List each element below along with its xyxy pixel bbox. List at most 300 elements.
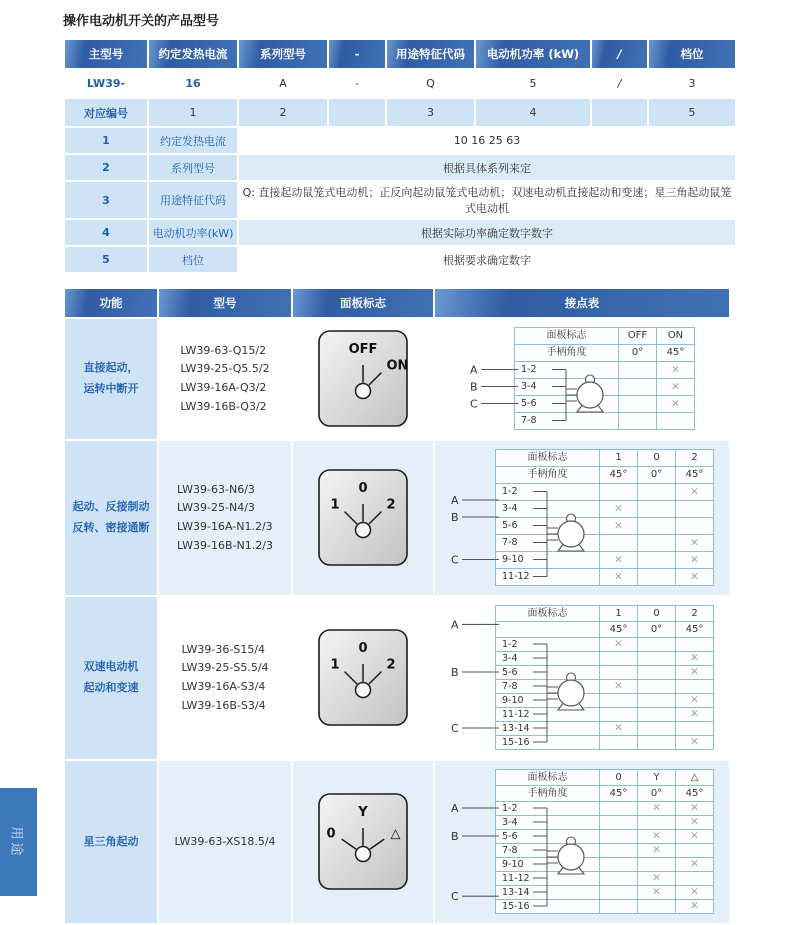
mark-header: 0	[600, 770, 638, 786]
terminal-label: 5-6	[515, 396, 619, 413]
contact-mark	[619, 413, 657, 430]
models-cell	[159, 761, 291, 923]
mark-header: Y	[638, 770, 676, 786]
model-line: LW39-25-N4/3	[177, 501, 255, 515]
detail-label: 约定发热电流	[149, 128, 237, 153]
panel-position-label: △	[390, 826, 401, 842]
contact-mark	[638, 666, 676, 680]
contact-mark	[600, 736, 638, 750]
contact-mark	[638, 518, 676, 535]
function-table-grid	[63, 287, 731, 925]
model-line: LW39-63-XS18.5/4	[174, 834, 276, 848]
contact-mark	[638, 484, 676, 501]
contact-mark	[600, 666, 638, 680]
example-cell: 16	[149, 70, 237, 97]
table-row	[496, 552, 714, 569]
contact-mark: ✕	[676, 484, 714, 501]
contact-mark	[657, 413, 695, 430]
angle-value: 45°	[676, 467, 714, 484]
terminal-label: 9-10	[496, 552, 600, 569]
phase-label: C	[451, 890, 459, 904]
example-cell: 5	[476, 70, 590, 97]
panel-position-label: 2	[386, 497, 396, 513]
detail-value: 10 16 25 63	[239, 128, 735, 153]
detail-label: 电动机功率(kW)	[149, 220, 237, 245]
numbering-cell	[329, 99, 385, 126]
example-cell: A	[239, 70, 327, 97]
panel-cell	[293, 597, 433, 759]
table-row	[65, 99, 735, 126]
table-row	[496, 450, 714, 467]
contact-mark	[619, 362, 657, 379]
function-text	[84, 832, 139, 853]
table-row	[496, 900, 714, 914]
contact-cell	[435, 761, 729, 923]
terminal-label: 3-4	[496, 501, 600, 518]
numbering-cell: 1	[149, 99, 237, 126]
page-title: 操作电动机开关的产品型号	[63, 14, 220, 29]
contact-mark: ✕	[638, 844, 676, 858]
numbering-cell: 4	[476, 99, 590, 126]
function-line: 双速电动机	[83, 660, 139, 674]
mark-label: 面板标志	[496, 770, 600, 786]
function-cell	[65, 761, 157, 923]
models-list	[181, 641, 268, 716]
table-row	[496, 722, 714, 736]
contact-mark: ✕	[676, 816, 714, 830]
contact-mark: ✕	[600, 680, 638, 694]
table-row	[496, 844, 714, 858]
table-row	[65, 155, 735, 180]
contact-mark	[600, 708, 638, 722]
contact-mark	[638, 708, 676, 722]
terminal-label: 1-2	[515, 362, 619, 379]
contact-mark: ✕	[676, 802, 714, 816]
contact-mark	[600, 886, 638, 900]
contact-mark	[676, 844, 714, 858]
contact-mark	[638, 722, 676, 736]
model-line: LW39-25-Q5.5/2	[180, 362, 270, 376]
contact-table	[495, 769, 714, 914]
angle-value: 0°	[638, 786, 676, 802]
contact-mark	[600, 484, 638, 501]
panel-position-label: 1	[330, 497, 340, 513]
phase-label: C	[470, 397, 478, 411]
table-row	[65, 319, 729, 439]
example-cell: Q	[387, 70, 474, 97]
angle-value: 45°	[657, 345, 695, 362]
contact-mark: ✕	[600, 552, 638, 569]
contact-mark: ✕	[600, 501, 638, 518]
table-row	[65, 70, 735, 97]
contact-mark: ✕	[676, 900, 714, 914]
contact-cell	[435, 319, 729, 439]
models-cell	[159, 597, 291, 759]
contact-mark	[600, 652, 638, 666]
table-row	[496, 736, 714, 750]
terminal-label: 7-8	[496, 680, 600, 694]
table-row	[65, 597, 729, 759]
column-header: 面板标志	[293, 289, 433, 317]
example-cell: /	[592, 70, 647, 97]
detail-number: 2	[65, 155, 147, 180]
contact-mark	[600, 830, 638, 844]
function-text	[73, 497, 150, 539]
terminal-label: 1-2	[496, 802, 600, 816]
panel-position-label: 0	[358, 641, 368, 656]
table-row	[496, 622, 714, 638]
phase-label: A	[470, 363, 478, 377]
panel-cell	[293, 761, 433, 923]
table-row	[65, 761, 729, 923]
contact-mark: ✕	[676, 552, 714, 569]
panel-marking-icon	[315, 328, 411, 430]
contact-mark	[676, 872, 714, 886]
terminal-label: 11-12	[496, 708, 600, 722]
panel-marking-icon	[315, 791, 411, 893]
function-text	[84, 358, 139, 400]
models-list	[177, 481, 273, 556]
contact-mark: ✕	[676, 535, 714, 552]
detail-number: 4	[65, 220, 147, 245]
function-line: 星三角起动	[83, 834, 139, 848]
contact-mark	[638, 694, 676, 708]
terminal-label: 9-10	[496, 694, 600, 708]
table-row	[496, 518, 714, 535]
model-line: LW39-63-Q15/2	[180, 343, 267, 357]
contact-mark: ✕	[676, 858, 714, 872]
contact-mark	[638, 652, 676, 666]
angle-label	[496, 622, 600, 638]
models-cell	[159, 441, 291, 595]
contact-mark	[638, 535, 676, 552]
table-row	[496, 606, 714, 622]
table-row	[65, 247, 735, 272]
angle-value: 45°	[600, 622, 638, 638]
model-line: LW39-16B-Q3/2	[180, 399, 267, 413]
table-row	[65, 40, 735, 68]
contact-mark: ✕	[600, 518, 638, 535]
contact-mark	[676, 518, 714, 535]
contact-mark: ✕	[676, 736, 714, 750]
terminal-label: 15-16	[496, 900, 600, 914]
contact-mark	[638, 736, 676, 750]
table-row	[515, 345, 695, 362]
detail-value: 根据实际功率确定数字数字	[239, 220, 735, 245]
contact-mark: ✕	[638, 886, 676, 900]
column-header: 用途特征代码	[387, 40, 474, 68]
table-row	[496, 666, 714, 680]
contact-mark: ✕	[676, 830, 714, 844]
model-line: LW39-16A-Q3/2	[180, 381, 267, 394]
contact-cell	[435, 441, 729, 595]
model-line: LW39-16B-S3/4	[181, 698, 266, 712]
terminal-label: 9-10	[496, 858, 600, 872]
contact-mark	[619, 379, 657, 396]
angle-label: 手柄角度	[496, 786, 600, 802]
contact-mark: ✕	[676, 886, 714, 900]
angle-value: 0°	[638, 622, 676, 638]
model-line: LW39-25-S5.5/4	[181, 661, 269, 675]
table-row	[515, 328, 695, 345]
contact-mark	[638, 900, 676, 914]
terminal-label: 1-2	[496, 638, 600, 652]
column-header: 主型号	[65, 40, 147, 68]
contact-mark	[638, 858, 676, 872]
mark-header: 2	[676, 450, 714, 467]
function-cell	[65, 319, 157, 439]
table-row	[496, 652, 714, 666]
function-text	[84, 657, 139, 699]
phase-label: A	[451, 494, 459, 507]
contact-table	[495, 605, 714, 750]
table-row	[496, 872, 714, 886]
angle-value: 45°	[600, 467, 638, 484]
table-row	[65, 441, 729, 595]
table-row	[496, 569, 714, 586]
angle-label: 手柄角度	[496, 467, 600, 484]
mark-label: 面板标志	[496, 450, 600, 467]
panel-position-label: 0	[358, 481, 368, 496]
panel-marking-icon	[315, 467, 411, 569]
panel-position-label: ON	[386, 358, 409, 374]
contact-mark: ✕	[600, 638, 638, 652]
angle-value: 0°	[638, 467, 676, 484]
function-line: 起动和变速	[83, 681, 139, 694]
detail-number: 5	[65, 247, 147, 272]
models-list	[180, 342, 269, 417]
model-line: LW39-16A-N1.2/3	[177, 520, 273, 533]
terminal-label: 7-8	[515, 413, 619, 430]
contact-mark: ✕	[600, 722, 638, 736]
panel-position-label: 2	[386, 657, 396, 673]
contact-mark: ✕	[676, 708, 714, 722]
contact-mark	[676, 501, 714, 518]
detail-label: 档位	[149, 247, 237, 272]
contact-mark	[600, 535, 638, 552]
table-row	[496, 786, 714, 802]
terminal-label: 3-4	[515, 379, 619, 396]
contact-mark: ✕	[657, 362, 695, 379]
contact-mark: ✕	[600, 569, 638, 586]
panel-position-label: Y	[358, 805, 368, 820]
terminal-label: 13-14	[496, 722, 600, 736]
contact-cell	[435, 597, 729, 759]
column-header: 系列型号	[239, 40, 327, 68]
detail-value: Q: 直接起动鼠笼式电动机；正反向起动鼠笼式电动机；双速电动机直接起动和变速；星三角起动鼠笼式电动机	[239, 182, 735, 218]
terminal-label: 11-12	[496, 569, 600, 586]
mark-header: 0	[638, 450, 676, 467]
table-row	[496, 535, 714, 552]
contact-mark: ✕	[676, 694, 714, 708]
detail-label: 系列型号	[149, 155, 237, 180]
table-row	[65, 128, 735, 153]
mark-header: 0	[638, 606, 676, 622]
phase-label: C	[451, 722, 459, 735]
model-table	[63, 38, 732, 274]
column-header: -	[329, 40, 385, 68]
contact-mark: ✕	[676, 666, 714, 680]
table-row	[515, 362, 695, 379]
table-row	[496, 830, 714, 844]
numbering-cell: 5	[649, 99, 735, 126]
side-tab-label: 用途	[8, 825, 24, 859]
mark-header: 1	[600, 450, 638, 467]
example-cell: -	[329, 70, 385, 97]
example-cell: 3	[649, 70, 735, 97]
phase-label: B	[451, 511, 459, 524]
contact-diagram	[449, 448, 715, 588]
contact-mark	[600, 694, 638, 708]
angle-value: 45°	[600, 786, 638, 802]
table-row	[496, 501, 714, 518]
example-cell: LW39-	[65, 70, 147, 97]
panel-cell	[293, 441, 433, 595]
table-row	[515, 379, 695, 396]
detail-number: 1	[65, 128, 147, 153]
table-row	[65, 289, 729, 317]
function-line: 运转中断开	[83, 382, 139, 395]
numbering-cell	[592, 99, 647, 126]
contact-table	[514, 327, 695, 430]
phase-label: A	[451, 802, 459, 815]
table-row	[496, 694, 714, 708]
contact-mark	[638, 680, 676, 694]
function-line: 起动、反接制动	[72, 500, 150, 514]
contact-diagram	[449, 604, 715, 752]
mark-label: 面板标志	[496, 606, 600, 622]
contact-diagram	[468, 326, 696, 432]
mark-header: OFF	[619, 328, 657, 345]
terminal-label: 7-8	[496, 535, 600, 552]
terminal-label: 5-6	[496, 666, 600, 680]
model-line: LW39-16A-S3/4	[181, 680, 266, 693]
numbering-label: 对应编号	[65, 99, 147, 126]
terminal-label: 3-4	[496, 652, 600, 666]
table-row	[496, 638, 714, 652]
numbering-cell: 2	[239, 99, 327, 126]
terminal-label: 3-4	[496, 816, 600, 830]
tables-area	[63, 38, 732, 925]
angle-value: 45°	[676, 786, 714, 802]
table-row	[496, 467, 714, 484]
side-tab-usage[interactable]	[0, 788, 37, 896]
contact-mark	[676, 722, 714, 736]
detail-label: 用途特征代码	[149, 182, 237, 218]
phase-label: B	[451, 830, 459, 843]
table-row	[515, 396, 695, 413]
contact-mark: ✕	[676, 569, 714, 586]
contact-mark	[600, 872, 638, 886]
detail-number: 3	[65, 182, 147, 218]
column-header: 接点表	[435, 289, 729, 317]
table-row	[496, 802, 714, 816]
model-line: LW39-16B-N1.2/3	[177, 538, 273, 552]
table-row	[515, 413, 695, 430]
terminal-label: 11-12	[496, 872, 600, 886]
terminal-label: 13-14	[496, 886, 600, 900]
contact-mark: ✕	[638, 830, 676, 844]
function-table	[63, 287, 727, 925]
contact-mark: ✕	[638, 872, 676, 886]
terminal-label: 1-2	[496, 484, 600, 501]
table-row	[496, 680, 714, 694]
panel-position-label: OFF	[348, 342, 378, 357]
contact-mark	[600, 858, 638, 872]
models-cell	[159, 319, 291, 439]
contact-diagram	[449, 768, 715, 916]
column-header: 型号	[159, 289, 291, 317]
contact-mark	[638, 501, 676, 518]
panel-position-label: 1	[330, 657, 340, 673]
angle-value: 45°	[676, 622, 714, 638]
column-header: 功能	[65, 289, 157, 317]
column-header: 约定发热电流	[149, 40, 237, 68]
model-line: LW39-36-S15/4	[181, 642, 266, 656]
mark-header: ON	[657, 328, 695, 345]
mark-header: 1	[600, 606, 638, 622]
table-row	[496, 770, 714, 786]
contact-mark	[638, 552, 676, 569]
mark-label: 面板标志	[515, 328, 619, 345]
table-row	[496, 484, 714, 501]
detail-value: 根据要求确定数字	[239, 247, 735, 272]
model-line: LW39-63-N6/3	[177, 482, 255, 496]
contact-mark	[676, 638, 714, 652]
contact-mark: ✕	[676, 652, 714, 666]
phase-label: C	[451, 553, 459, 567]
function-line: 反转、密接通断	[72, 521, 150, 534]
models-list	[174, 833, 275, 852]
table-row	[496, 816, 714, 830]
contact-mark: ✕	[638, 802, 676, 816]
table-row	[65, 220, 735, 245]
phase-label: A	[451, 618, 459, 632]
terminal-label: 7-8	[496, 844, 600, 858]
angle-value: 0°	[619, 345, 657, 362]
contact-mark	[638, 569, 676, 586]
function-line: 直接起动，	[83, 361, 139, 375]
terminal-label: 15-16	[496, 736, 600, 750]
terminal-label: 5-6	[496, 518, 600, 535]
terminal-label: 5-6	[496, 830, 600, 844]
contact-mark	[600, 802, 638, 816]
table-row	[496, 858, 714, 872]
column-header: 档位	[649, 40, 735, 68]
contact-table	[495, 449, 714, 586]
contact-mark	[638, 816, 676, 830]
numbering-cell: 3	[387, 99, 474, 126]
panel-cell	[293, 319, 433, 439]
column-header: 电动机功率 (kW)	[476, 40, 590, 68]
mark-header: △	[676, 770, 714, 786]
panel-position-label: 0	[326, 826, 336, 842]
table-row	[496, 886, 714, 900]
column-header: /	[592, 40, 647, 68]
function-cell	[65, 441, 157, 595]
detail-value: 根据具体系列来定	[239, 155, 735, 180]
angle-label: 手柄角度	[515, 345, 619, 362]
contact-mark	[638, 638, 676, 652]
contact-mark	[600, 816, 638, 830]
contact-mark	[619, 396, 657, 413]
phase-label: B	[470, 380, 478, 394]
mark-header: 2	[676, 606, 714, 622]
panel-marking-icon	[315, 627, 411, 729]
contact-mark	[600, 900, 638, 914]
contact-mark	[676, 680, 714, 694]
table-row	[496, 708, 714, 722]
